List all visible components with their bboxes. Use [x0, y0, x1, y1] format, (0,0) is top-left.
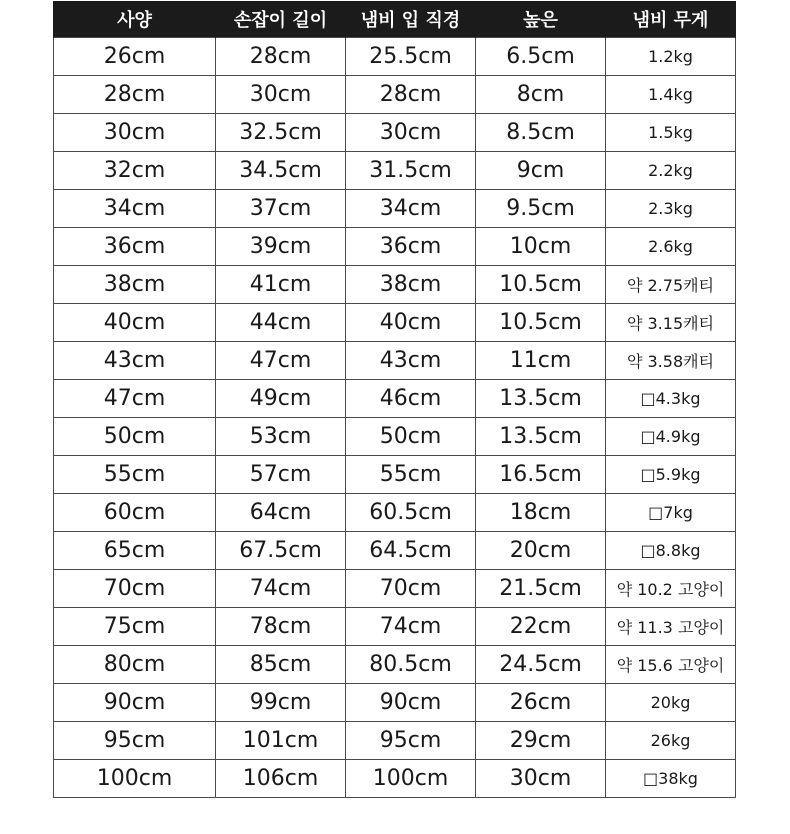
- cell-spec: 36cm: [54, 228, 216, 266]
- cell-pot-mouth-diameter: 90cm: [346, 684, 476, 722]
- table-row: [54, 266, 736, 304]
- cell-pot-weight: 1.4kg: [606, 76, 736, 114]
- cell-spec: 90cm: [54, 684, 216, 722]
- table-row: [54, 152, 736, 190]
- cell-spec: 32cm: [54, 152, 216, 190]
- cell-spec: 43cm: [54, 342, 216, 380]
- cell-pot-weight: 26kg: [606, 722, 736, 760]
- table-row: [54, 76, 736, 114]
- cell-height: 24.5cm: [476, 646, 606, 684]
- cell-pot-weight: □8.8kg: [606, 532, 736, 570]
- cell-handle-length: 34.5cm: [216, 152, 346, 190]
- table-body: [54, 38, 736, 798]
- table-row: [54, 494, 736, 532]
- cell-height: 29cm: [476, 722, 606, 760]
- cell-pot-mouth-diameter: 55cm: [346, 456, 476, 494]
- cell-handle-length: 78cm: [216, 608, 346, 646]
- table-row: [54, 760, 736, 798]
- cell-height: 10.5cm: [476, 266, 606, 304]
- table-row: [54, 608, 736, 646]
- cell-spec: 60cm: [54, 494, 216, 532]
- cell-spec: 26cm: [54, 38, 216, 76]
- table-row: [54, 646, 736, 684]
- cell-pot-mouth-diameter: 31.5cm: [346, 152, 476, 190]
- cell-handle-length: 49cm: [216, 380, 346, 418]
- cell-pot-weight: □5.9kg: [606, 456, 736, 494]
- cell-pot-mouth-diameter: 43cm: [346, 342, 476, 380]
- cell-pot-weight: 약 10.2 고양이: [606, 570, 736, 608]
- cell-height: 9cm: [476, 152, 606, 190]
- cell-pot-weight: □7kg: [606, 494, 736, 532]
- size-spec-table: [53, 1, 736, 798]
- cell-handle-length: 47cm: [216, 342, 346, 380]
- cell-pot-weight: 2.3kg: [606, 190, 736, 228]
- cell-pot-mouth-diameter: 40cm: [346, 304, 476, 342]
- table-row: [54, 304, 736, 342]
- header-row: [54, 1, 736, 38]
- cell-handle-length: 28cm: [216, 38, 346, 76]
- cell-height: 16.5cm: [476, 456, 606, 494]
- cell-handle-length: 85cm: [216, 646, 346, 684]
- cell-spec: 30cm: [54, 114, 216, 152]
- cell-pot-mouth-diameter: 36cm: [346, 228, 476, 266]
- cell-pot-mouth-diameter: 34cm: [346, 190, 476, 228]
- cell-handle-length: 32.5cm: [216, 114, 346, 152]
- cell-pot-weight: 약 3.15캐티: [606, 304, 736, 342]
- header-pot-mouth-diameter: 냄비 입 직경: [346, 1, 476, 38]
- table-row: [54, 418, 736, 456]
- header-height: 높은: [476, 1, 606, 38]
- table-row: [54, 722, 736, 760]
- cell-spec: 95cm: [54, 722, 216, 760]
- cell-spec: 55cm: [54, 456, 216, 494]
- cell-height: 8.5cm: [476, 114, 606, 152]
- header-pot-weight: 냄비 무게: [606, 1, 736, 38]
- cell-pot-mouth-diameter: 25.5cm: [346, 38, 476, 76]
- table-row: [54, 342, 736, 380]
- cell-pot-mouth-diameter: 30cm: [346, 114, 476, 152]
- table-row: [54, 190, 736, 228]
- cell-handle-length: 67.5cm: [216, 532, 346, 570]
- table-row: [54, 38, 736, 76]
- cell-pot-mouth-diameter: 46cm: [346, 380, 476, 418]
- cell-height: 26cm: [476, 684, 606, 722]
- cell-height: 22cm: [476, 608, 606, 646]
- cell-height: 18cm: [476, 494, 606, 532]
- cell-pot-weight: 약 11.3 고양이: [606, 608, 736, 646]
- table-row: [54, 456, 736, 494]
- header-spec: 사양: [54, 1, 216, 38]
- cell-handle-length: 41cm: [216, 266, 346, 304]
- cell-spec: 80cm: [54, 646, 216, 684]
- cell-pot-weight: 1.5kg: [606, 114, 736, 152]
- cell-handle-length: 53cm: [216, 418, 346, 456]
- cell-handle-length: 57cm: [216, 456, 346, 494]
- cell-spec: 65cm: [54, 532, 216, 570]
- cell-pot-mouth-diameter: 95cm: [346, 722, 476, 760]
- table-row: [54, 684, 736, 722]
- cell-spec: 75cm: [54, 608, 216, 646]
- cell-height: 11cm: [476, 342, 606, 380]
- cell-pot-mouth-diameter: 80.5cm: [346, 646, 476, 684]
- cell-height: 20cm: [476, 532, 606, 570]
- cell-pot-weight: □38kg: [606, 760, 736, 798]
- cell-pot-mouth-diameter: 70cm: [346, 570, 476, 608]
- cell-pot-weight: 20kg: [606, 684, 736, 722]
- cell-handle-length: 99cm: [216, 684, 346, 722]
- cell-spec: 100cm: [54, 760, 216, 798]
- table-row: [54, 570, 736, 608]
- cell-spec: 40cm: [54, 304, 216, 342]
- cell-pot-weight: 약 2.75캐티: [606, 266, 736, 304]
- cell-height: 6.5cm: [476, 38, 606, 76]
- cell-pot-weight: □4.9kg: [606, 418, 736, 456]
- table-row: [54, 228, 736, 266]
- cell-pot-mouth-diameter: 60.5cm: [346, 494, 476, 532]
- cell-height: 13.5cm: [476, 380, 606, 418]
- cell-height: 21.5cm: [476, 570, 606, 608]
- cell-pot-mouth-diameter: 64.5cm: [346, 532, 476, 570]
- cell-pot-mouth-diameter: 74cm: [346, 608, 476, 646]
- cell-handle-length: 101cm: [216, 722, 346, 760]
- cell-pot-weight: □4.3kg: [606, 380, 736, 418]
- cell-height: 13.5cm: [476, 418, 606, 456]
- table-row: [54, 114, 736, 152]
- table-row: [54, 532, 736, 570]
- cell-handle-length: 106cm: [216, 760, 346, 798]
- cell-pot-mouth-diameter: 38cm: [346, 266, 476, 304]
- header-handle-length: 손잡이 길이: [216, 1, 346, 38]
- cell-pot-mouth-diameter: 100cm: [346, 760, 476, 798]
- cell-handle-length: 44cm: [216, 304, 346, 342]
- cell-height: 8cm: [476, 76, 606, 114]
- cell-pot-weight: 2.2kg: [606, 152, 736, 190]
- cell-handle-length: 39cm: [216, 228, 346, 266]
- cell-pot-weight: 2.6kg: [606, 228, 736, 266]
- cell-height: 30cm: [476, 760, 606, 798]
- cell-height: 10cm: [476, 228, 606, 266]
- cell-pot-weight: 약 3.58캐티: [606, 342, 736, 380]
- cell-pot-weight: 1.2kg: [606, 38, 736, 76]
- cell-handle-length: 37cm: [216, 190, 346, 228]
- cell-height: 10.5cm: [476, 304, 606, 342]
- cell-pot-mouth-diameter: 50cm: [346, 418, 476, 456]
- cell-spec: 34cm: [54, 190, 216, 228]
- cell-handle-length: 64cm: [216, 494, 346, 532]
- cell-spec: 28cm: [54, 76, 216, 114]
- cell-height: 9.5cm: [476, 190, 606, 228]
- cell-handle-length: 30cm: [216, 76, 346, 114]
- table-header: [54, 1, 736, 38]
- cell-pot-mouth-diameter: 28cm: [346, 76, 476, 114]
- cell-pot-weight: 약 15.6 고양이: [606, 646, 736, 684]
- cell-handle-length: 74cm: [216, 570, 346, 608]
- table-row: [54, 380, 736, 418]
- cell-spec: 50cm: [54, 418, 216, 456]
- cell-spec: 38cm: [54, 266, 216, 304]
- cell-spec: 47cm: [54, 380, 216, 418]
- cell-spec: 70cm: [54, 570, 216, 608]
